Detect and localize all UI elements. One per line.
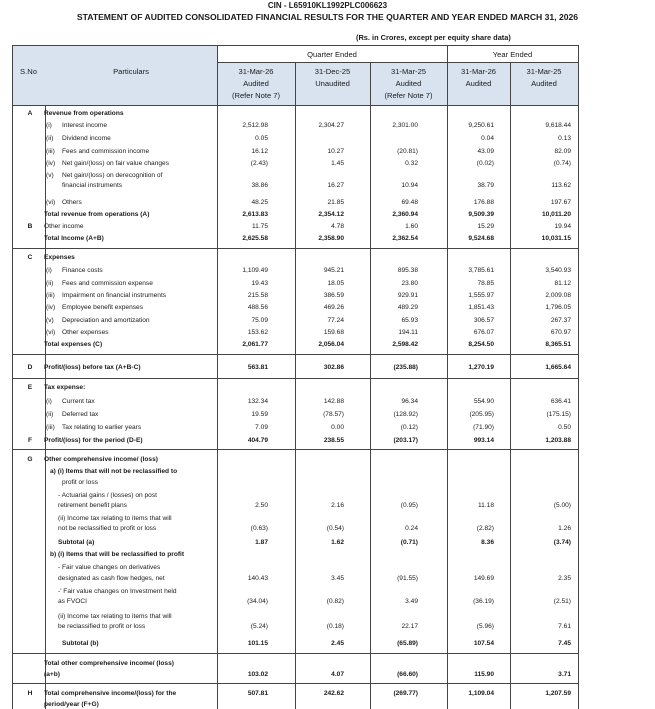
cell-value: 895.38 [397,267,418,274]
row-label: Deferred tax [62,411,99,418]
cell-value: (0.74) [553,160,571,167]
grid-line [217,45,218,709]
period-status: Unaudited [315,79,350,88]
row-label: Profit/(loss) for the period (D-E) [44,437,143,444]
cell-value: 945.21 [323,267,344,274]
cell-value: (2.51) [553,598,571,605]
cell-value: 43.09 [477,148,494,155]
cell-value: (91.55) [397,575,418,582]
row-label: Profit/(loss) before tax (A+B-C) [44,364,141,371]
cell-value: 22.17 [401,623,418,630]
cell-value: 38.79 [477,182,494,189]
cell-value: 159.68 [323,329,344,336]
cell-value: 1.60 [405,223,418,230]
period-date: 31-Mar-26 [238,67,274,76]
grid-line [217,62,578,63]
cell-value: 197.67 [550,199,571,206]
cell-value: 7.61 [558,623,571,630]
row-label: profit or loss [62,479,98,486]
cell-value: 929.91 [397,292,418,299]
cell-value: 1,796.05 [545,304,571,311]
cell-value: 10,031.15 [541,235,571,242]
cell-value: 554.90 [473,398,494,405]
cell-value: (203.17) [393,437,418,444]
cell-value: 10.94 [401,182,418,189]
row-label: not be reclassified to profit or loss [58,525,157,532]
cell-value: (36.19) [473,598,494,605]
cell-value: 2,056.04 [318,341,344,348]
cell-value: 386.59 [323,292,344,299]
cell-value: 2.45 [331,640,344,647]
grid-line [295,62,296,709]
cell-value: 1.62 [331,539,344,546]
period-date: 31-Mar-25 [390,67,427,76]
cell-value: 2.16 [331,502,344,509]
row-number: (iv) [46,160,56,167]
grid-line [12,683,578,684]
cell-value: 1.87 [255,539,268,546]
grid-line [12,105,578,106]
cell-value: 77.24 [327,317,344,324]
cell-value: 2,625.58 [242,235,268,242]
cell-value: 113.62 [551,182,571,189]
row-label: Subtotal (b) [62,640,99,647]
cell-value: 38.86 [251,182,268,189]
cell-value: 23.80 [401,280,418,287]
cell-value: 0.50 [558,424,571,431]
cell-value: 142.88 [323,398,344,405]
row-number: (vi) [46,199,56,206]
cell-value: 3.71 [558,671,571,678]
cell-value: 0.24 [405,525,418,532]
cell-value: 1,207.59 [545,690,571,697]
section-letter: D [27,364,33,371]
row-label: Net gain/(loss) on fair value changes [62,160,170,167]
cell-value: 1,270.19 [468,364,494,371]
grid-line [45,105,46,709]
cell-value: 1.45 [331,160,344,167]
row-number: (i) [46,122,52,129]
cell-value: 16.27 [327,182,344,189]
cell-value: (0.54) [326,525,344,532]
period-date: 31-Mar-26 [460,67,497,76]
cell-value: 65.93 [401,317,418,324]
cell-value: (0.12) [400,424,418,431]
row-label: Other income [44,223,84,230]
grid-line [510,62,511,709]
cell-value: 0.32 [405,160,418,167]
cell-value: 1,555.97 [468,292,494,299]
row-label: Net gain/(loss) on derecognition of [62,172,163,179]
row-number: (ii) [46,135,54,142]
row-number: (vi) [46,329,56,336]
cell-value: 302.86 [323,364,344,371]
cell-value: (66.60) [397,671,418,678]
section-letter: E [27,384,33,391]
cell-value: 4.07 [331,671,344,678]
cell-value: 115.90 [474,671,494,678]
cell-value: 3,785.61 [468,267,494,274]
cell-value: 69.48 [401,199,418,206]
cell-value: 19.94 [554,223,571,230]
section-letter: A [27,110,33,117]
section-title: Revenue from operations [44,110,124,117]
cell-value: (128.92) [393,411,418,418]
cell-value: 140.43 [247,575,268,582]
cell-value: 488.56 [247,304,268,311]
cell-value: 9,618.44 [545,122,571,129]
cell-value: 21.85 [327,199,344,206]
row-label: Total revenue from operations (A) [44,211,150,218]
cell-value: (71.90) [473,424,494,431]
row-label: - Actuarial gains / (losses) on post [58,492,157,499]
row-label: (ii) Income tax relating to items that will [58,613,172,620]
row-label: Fees and commission expense [62,280,153,287]
row-number: (iii) [46,292,55,299]
row-label: Finance costs [62,267,103,274]
row-label: Tax relating to earlier years [62,424,142,431]
statement-title: STATEMENT OF AUDITED CONSOLIDATED FINANCIAL RESULTS FOR THE QUARTER AND YEAR ENDED MARCH 31, 2026 [76,12,579,22]
cell-value: 4.78 [331,223,344,230]
row-label: (a+b) [44,671,60,678]
cell-value: 16.12 [251,148,268,155]
row-label: retirement benefit plans [58,502,127,509]
cell-value: 2,362.54 [392,235,418,242]
cell-value: 2,512.98 [242,122,268,129]
cell-value: 2,304.27 [318,122,344,129]
cell-value: 2,301.00 [392,122,418,129]
period-date: 31-Dec-25 [314,67,351,76]
cell-value: 1,203.88 [545,437,571,444]
row-label: b) (i) Items that will be reclassified to profit [50,551,185,558]
row-number: (i) [46,398,52,405]
cell-value: (20.81) [397,148,418,155]
cell-value: 9,250.61 [468,122,494,129]
cell-value: 1,665.64 [545,364,571,371]
section-title: Expenses [44,254,75,261]
row-label: Employee benefit expenses [62,304,144,311]
cell-value: 75.09 [251,317,268,324]
cell-value: (65.89) [397,640,418,647]
cell-value: 19.43 [251,280,268,287]
cell-value: (78.57) [323,411,344,418]
row-label: Fees and commission income [62,148,150,155]
cell-value: 267.37 [550,317,571,324]
cell-value: (34.04) [247,598,268,605]
grid-line [12,653,578,654]
cell-value: (0.82) [326,598,344,605]
header-year-ended: Year Ended [492,50,533,59]
cell-value: 1,109.04 [468,690,494,697]
cell-value: 149.69 [473,575,494,582]
cell-value: 2,360.94 [392,211,418,218]
cell-value: (3.74) [553,539,571,546]
grid-line [578,45,579,709]
cell-value: (2.43) [250,160,268,167]
cell-value: 507.81 [247,690,268,697]
row-label: Total comprehensive income/(loss) for the [44,690,177,697]
period-status: Audited [243,79,269,88]
cell-value: 676.07 [473,329,494,336]
header-quarter-ended: Quarter Ended [307,50,357,59]
cell-value: 10.27 [327,148,344,155]
cell-value: 1.26 [558,525,571,532]
cell-value: (5.96) [476,623,494,630]
cell-value: 78.85 [477,280,494,287]
row-label: Impairment on financial instruments [62,292,167,299]
cell-value: 0.05 [255,135,268,142]
cell-value: 1,851.43 [468,304,494,311]
row-label: as FVOCI [58,598,87,605]
cin-line: CIN - L65910KL1992PLC006623 [267,1,388,10]
row-label: designated as cash flow hedges, net [58,575,165,582]
period-status: Audited [531,79,557,88]
row-label-continued: period/year (F+G) [44,701,99,708]
cell-value: (5.00) [553,502,571,509]
row-number: (i) [46,267,52,274]
cell-value: (0.18) [326,623,344,630]
cell-value: 563.81 [247,364,268,371]
cell-value: 103.02 [247,671,268,678]
cell-value: 8,365.51 [545,341,571,348]
cell-value: 101.15 [247,640,268,647]
grid-line [12,248,578,249]
cell-value: 2,061.77 [242,341,268,348]
row-label: Others [62,199,82,206]
cell-value: 2,613.83 [242,211,268,218]
header-sno: S.No [20,67,37,76]
cell-value: 132.34 [247,398,268,405]
cell-value: (5.24) [250,623,268,630]
row-number: (ii) [46,280,54,287]
section-letter: H [27,690,33,697]
cell-value: 2,598.42 [392,341,418,348]
period-status: Audited [395,79,422,88]
section-letter: B [27,223,33,230]
cell-value: 9,509.39 [468,211,494,218]
cell-value: (269.77) [393,690,418,697]
cell-value: 48.25 [251,199,268,206]
row-number: (v) [46,172,54,179]
row-label: Dividend income [62,135,111,142]
cell-value: 3.45 [331,575,344,582]
section-letter: C [27,254,33,261]
row-label: Total Income (A+B) [44,235,104,242]
cell-value: 194.11 [398,329,418,336]
cell-value: 3.49 [405,598,418,605]
cell-value: (0.63) [250,525,268,532]
row-number: (iii) [46,148,55,155]
period-note: (Refer Note 7) [384,91,433,100]
row-label: a) (i) Items that will not be reclassified to [50,468,178,475]
row-label: Interest income [62,122,108,129]
cell-value: 2,354.12 [318,211,344,218]
cell-value: 3,540.93 [545,267,571,274]
row-label: Depreciation and amortization [62,317,150,324]
cell-value: 993.14 [473,437,494,444]
grid-line [12,45,13,709]
cell-value: 2,358.90 [318,235,344,242]
cell-value: 7.45 [558,640,571,647]
cell-value: 107.54 [473,640,494,647]
units-note: (Rs. in Crores, except per equity share data) [356,33,511,42]
row-label-continued: financial instruments [62,182,123,189]
cell-value: (2.82) [476,525,494,532]
cell-value: 7.09 [255,424,268,431]
cell-value: 11.75 [251,223,268,230]
row-label: Current tax [62,398,95,405]
period-status: Audited [465,79,492,88]
cell-value: 242.62 [323,690,344,697]
row-number: (v) [46,317,54,324]
cell-value: (0.02) [476,160,494,167]
cell-value: 469.26 [323,304,344,311]
cell-value: 82.09 [554,148,571,155]
row-label: Other expenses [62,329,109,336]
cell-value: 8.36 [481,539,494,546]
section-title: Other comprehensive income/ (loss) [44,456,158,463]
cell-value: 0.00 [331,424,344,431]
row-label: (ii) Income tax relating to items that will [58,515,172,522]
section-title: Tax expense: [44,384,86,391]
period-note: (Refer Note 7) [231,91,281,100]
cell-value: 238.55 [323,437,344,444]
cell-value: 96.34 [401,398,418,405]
cell-value: 153.62 [247,329,268,336]
cell-value: 8,254.50 [468,341,494,348]
row-label: -' Fair value changes on Investment held [58,588,177,595]
row-label: Total other comprehensive income/ (loss) [44,660,174,667]
cell-value: (175.15) [546,411,571,418]
cell-value: 1,109.49 [242,267,268,274]
row-label: - Fair value changes on derivatives [58,564,161,571]
cell-value: 0.13 [558,135,571,142]
grid-line [447,45,448,709]
section-letter: F [27,437,33,444]
cell-value: 19.59 [251,411,268,418]
cell-value: (0.95) [400,502,418,509]
cell-value: 81.12 [554,280,571,287]
cell-value: 176.88 [473,199,494,206]
cell-value: 489.29 [397,304,418,311]
grid-line [12,45,578,46]
cell-value: 2.50 [255,502,268,509]
row-label: Subtotal (a) [58,539,95,546]
row-number: (iv) [46,304,56,311]
row-number: (iii) [46,424,55,431]
cell-value: 11.18 [477,502,494,509]
cell-value: 9,524.68 [468,235,494,242]
cell-value: 15.29 [477,223,494,230]
cell-value: 10,011.20 [542,211,571,218]
cell-value: (0.71) [400,539,418,546]
cell-value: (235.88) [393,364,418,371]
cell-value: 636.41 [550,398,571,405]
cell-value: 215.58 [247,292,268,299]
grid-line [370,62,371,709]
cell-value: 404.79 [247,437,268,444]
row-label: Total expenses (C) [44,341,103,348]
cell-value: 306.57 [473,317,494,324]
row-number: (ii) [46,411,54,418]
grid-line [12,354,578,355]
period-date: 31-Mar-25 [526,67,562,76]
header-particulars: Particulars [113,67,149,76]
cell-value: 18.05 [327,280,344,287]
cell-value: 670.97 [550,329,571,336]
cell-value: 2,009.08 [545,292,571,299]
grid-line [12,449,578,450]
cell-value: (205.95) [469,411,494,418]
row-label: be reclassified to profit or loss [58,623,146,630]
cell-value: 2.35 [558,575,571,582]
cell-value: 0.04 [481,135,494,142]
grid-line [12,378,578,379]
section-letter: G [27,456,33,463]
